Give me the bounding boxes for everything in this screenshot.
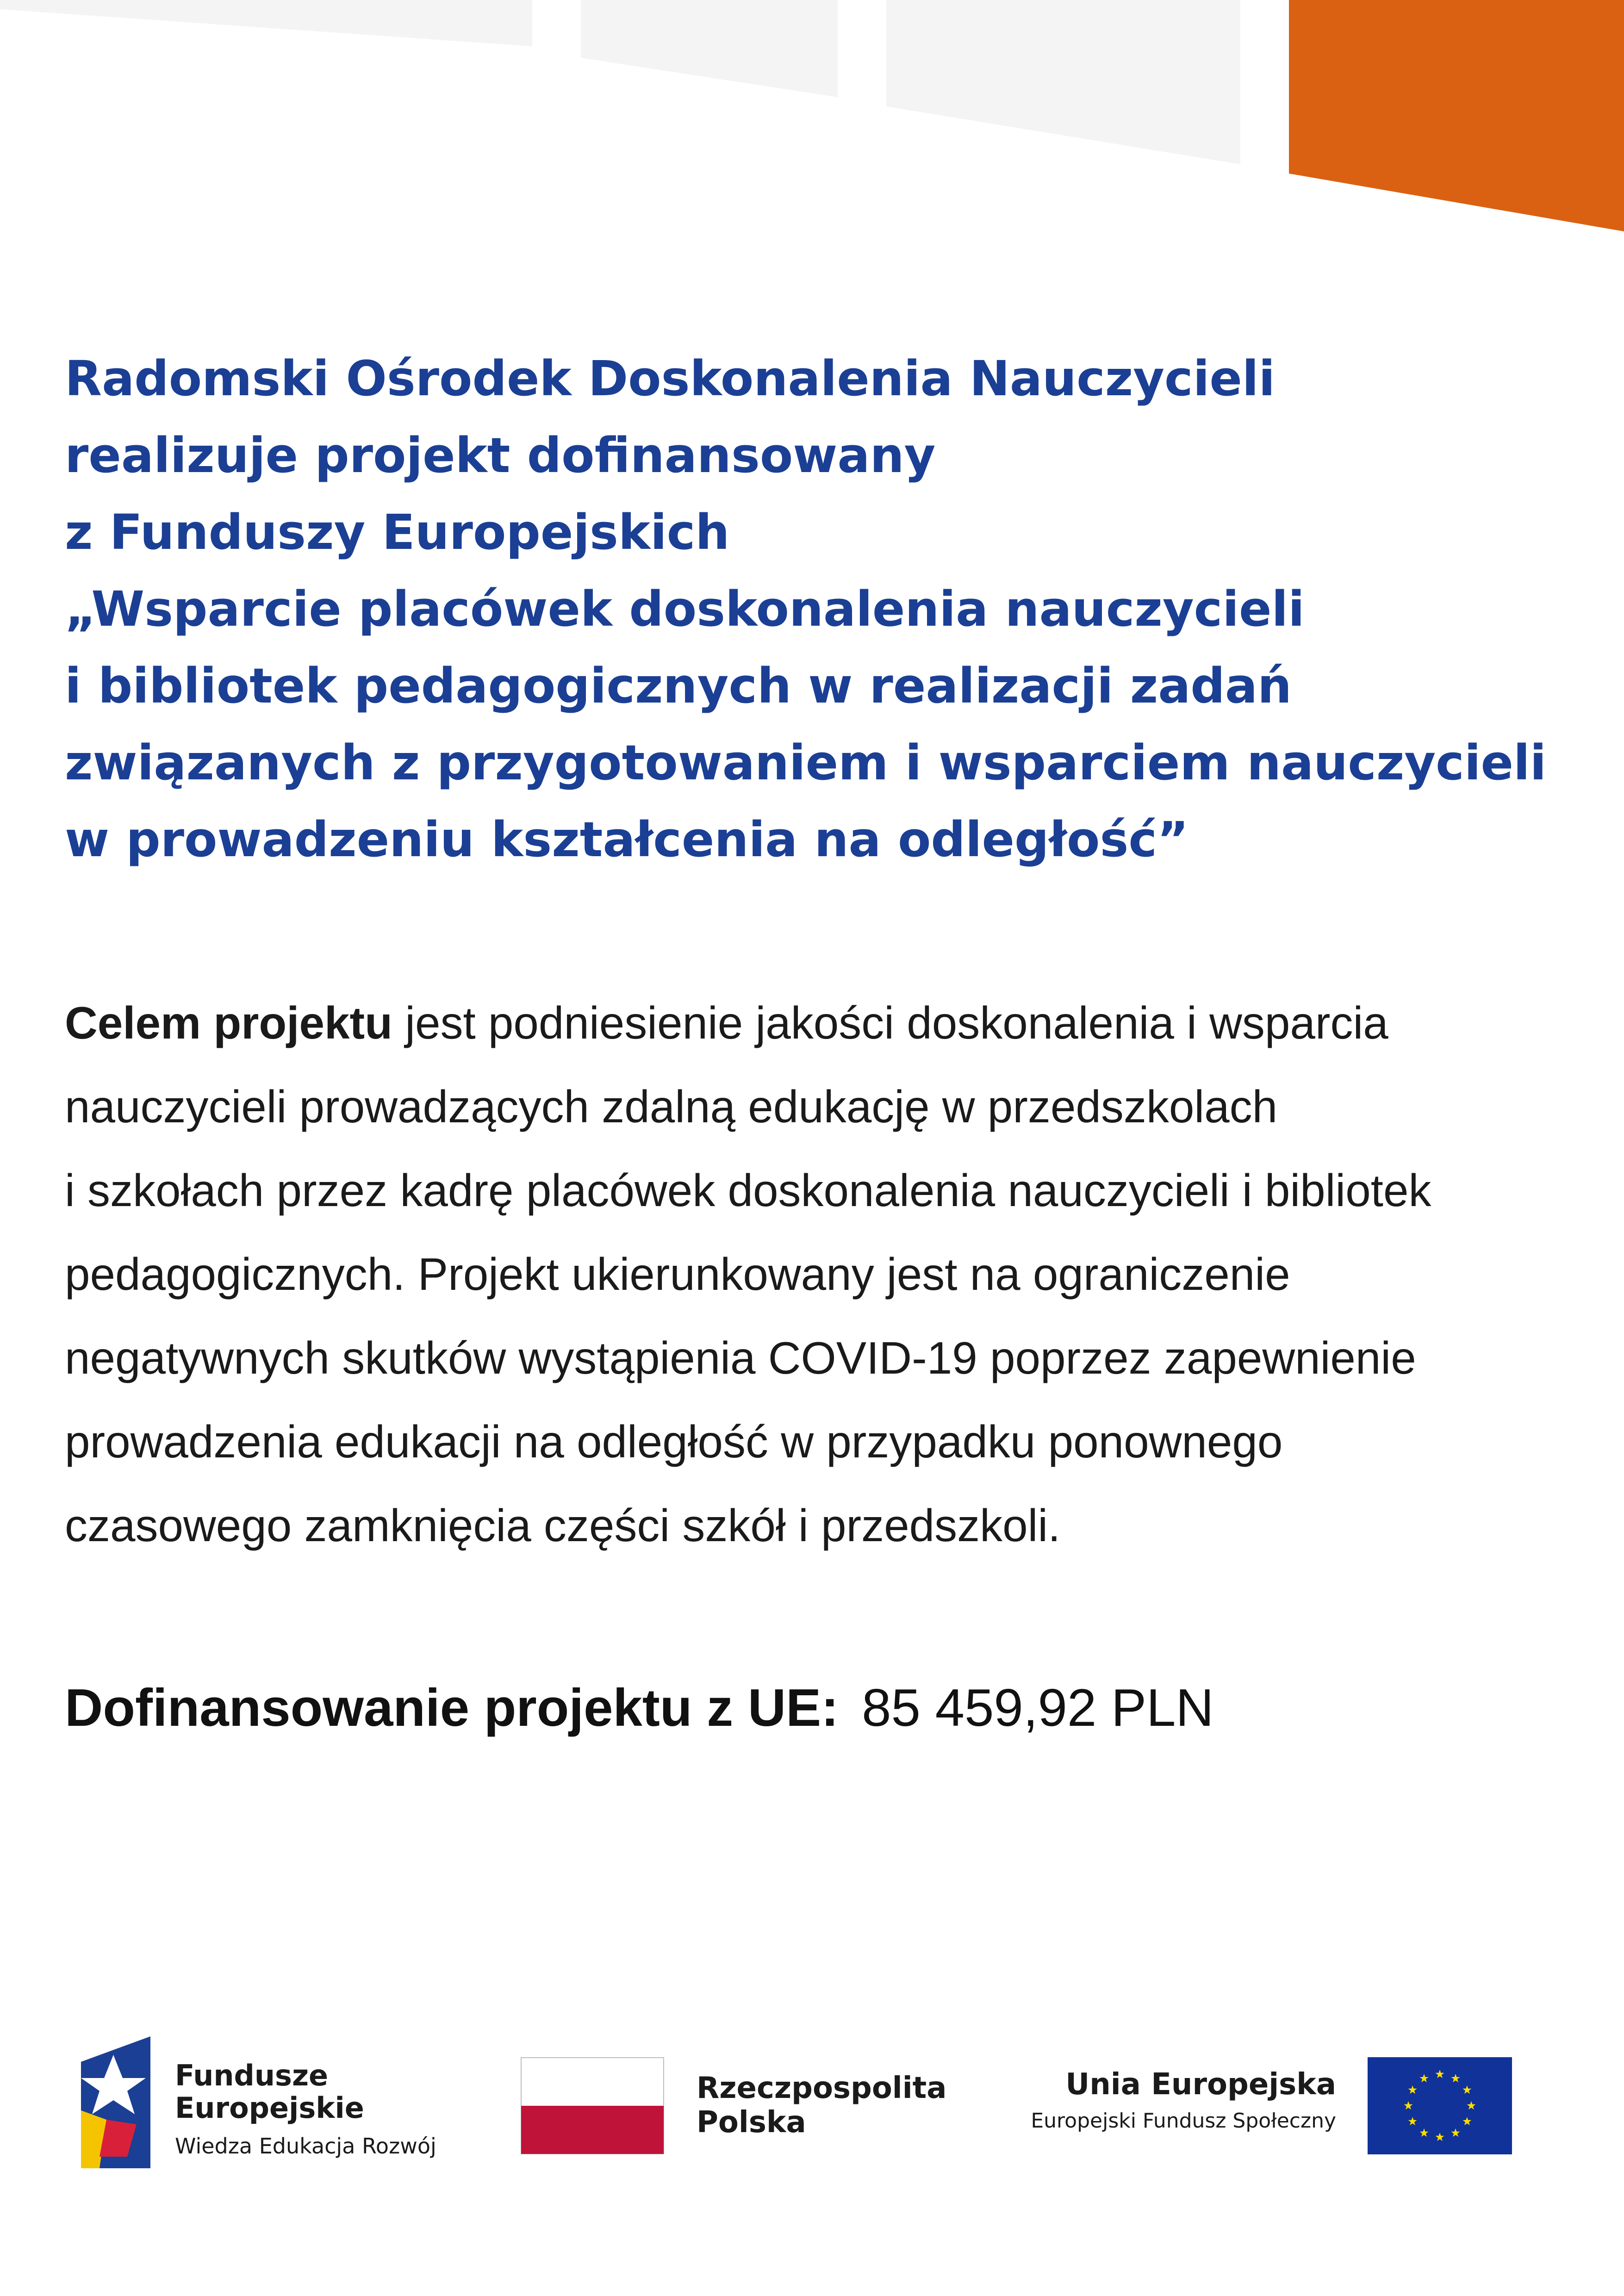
orange-accent-shape	[1289, 0, 1624, 231]
eu-flag-icon	[1368, 2057, 1512, 2154]
goal-line: czasowego zamknięcia części szkół i przedszkoli.	[65, 1500, 1061, 1551]
header-decoration	[0, 0, 1624, 241]
rzeczpospolita-polska-text	[697, 2071, 946, 2140]
headline-line: „Wsparcie placówek doskonalenia nauczycieli	[65, 581, 1305, 637]
project-goal-paragraph	[65, 981, 1592, 1568]
fundusze-line1: Fundusze	[175, 2059, 329, 2092]
goal-line: pedagogicznych. Projekt ukierunkowany jest na ograniczenie	[65, 1249, 1290, 1300]
headline-line: z Funduszy Europejskich	[65, 504, 730, 560]
unia-europejska-text	[1031, 2065, 1336, 2138]
headline-line: realizuje projekt dofinansowany	[65, 427, 936, 484]
project-headline	[65, 340, 1592, 878]
headline-line: w prowadzeniu kształcenia na odległość”	[65, 811, 1189, 868]
fundusze-line2: Europejskie	[175, 2091, 364, 2125]
headline-line: Radomski Ośrodek Doskonalenia Nauczycieli	[65, 350, 1276, 407]
polish-flag-icon	[521, 2057, 664, 2154]
goal-line: jest podniesienie jakości doskonalenia i wsparcia	[392, 997, 1388, 1048]
headline-line: i bibliotek pedagogicznych w realizacji zadań	[65, 658, 1292, 714]
goal-lead: Celem projektu	[65, 997, 392, 1048]
polska-line2: Polska	[697, 2105, 806, 2140]
ue-line1: Unia Europejska	[1065, 2067, 1336, 2102]
light-shape-2	[581, 0, 838, 97]
funding-amount	[65, 1678, 1214, 1738]
fundusze-europejskie-text	[175, 2060, 436, 2166]
ue-line2: Europejski Fundusz Społeczny	[1031, 2109, 1336, 2133]
polska-line1: Rzeczpospolita	[697, 2071, 947, 2105]
headline-line: związanych z przygotowaniem i wsparciem nauczycieli	[65, 734, 1547, 791]
goal-line: prowadzenia edukacji na odległość w przypadku ponownego	[65, 1416, 1283, 1467]
goal-line: negatywnych skutków wystąpienia COVID-19 poprzez zapewnienie	[65, 1332, 1416, 1383]
funding-value: 85 459,92 PLN	[862, 1679, 1214, 1737]
funding-label: Dofinansowanie projektu z UE:	[65, 1679, 839, 1737]
light-shape-3	[886, 0, 1240, 164]
light-shape-1	[0, 0, 532, 46]
goal-line: nauczycieli prowadzących zdalną edukację w przedszkolach	[65, 1081, 1278, 1132]
fundusze-line3: Wiedza Edukacja Rozwój	[175, 2134, 436, 2159]
goal-line: i szkołach przez kadrę placówek doskonalenia nauczycieli i bibliotek	[65, 1165, 1431, 1216]
fundusze-europejskie-star-icon	[81, 2036, 150, 2168]
